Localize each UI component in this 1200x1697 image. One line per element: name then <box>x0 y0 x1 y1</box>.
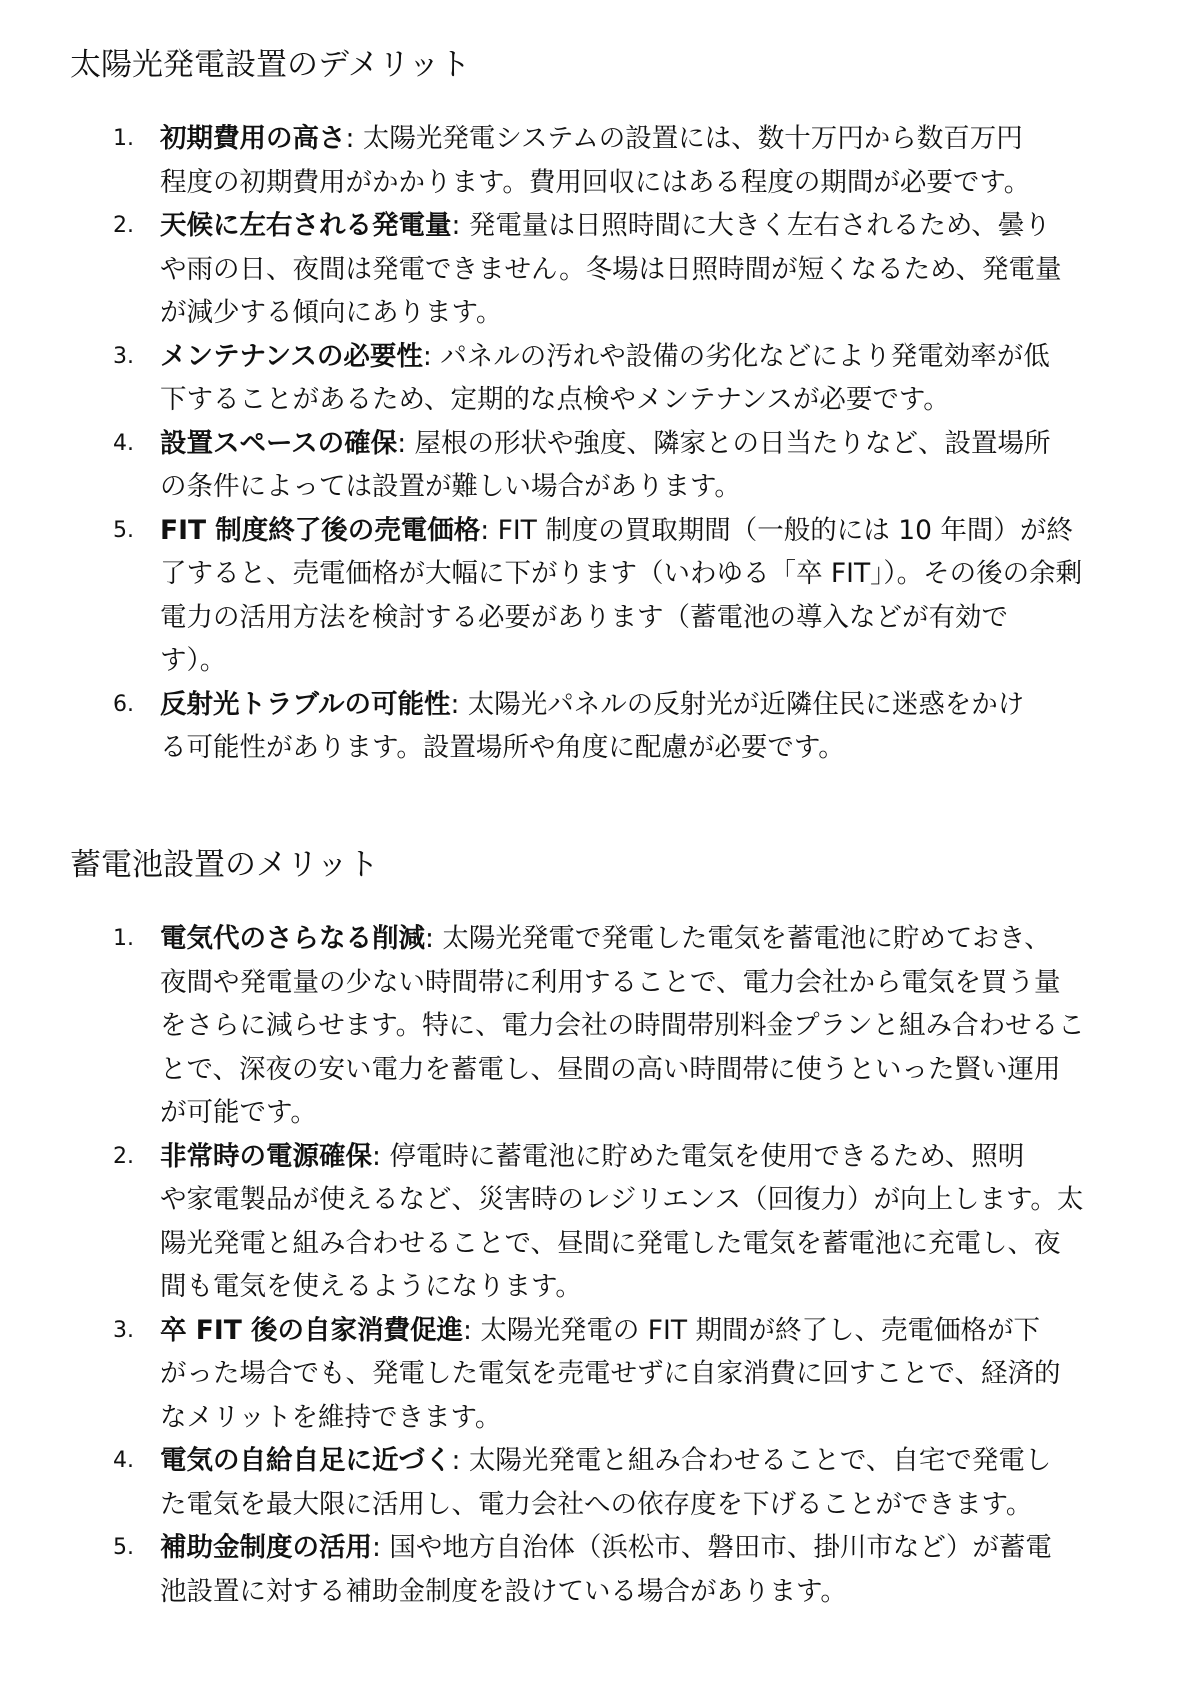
item-number: 2. <box>113 1143 134 1169</box>
item-number: 3. <box>113 1317 134 1343</box>
item-text-line: : 太陽光パネルの反射光が近隣住民に迷惑をかけ <box>450 688 1025 720</box>
item-text-line: 電力の活用方法を検討する必要があります（蓄電池の導入などが有効で <box>160 601 1008 633</box>
item-number: 2. <box>113 213 134 238</box>
item-text-line: の条件によっては設置が難しい場合があります。 <box>160 471 741 502</box>
item-text-line: をさらに減らせます。特に、電力会社の時間帯別料金プランと組み合わせるこ <box>160 1010 1085 1041</box>
item-number: 1. <box>113 926 134 951</box>
item-text-line: 程度の初期費用がかかります。費用回収にはある程度の期間が必要です。 <box>160 166 1031 198</box>
list-item <box>0 422 1200 509</box>
item-term: 天候に左右される発電量 <box>160 210 452 241</box>
list-item <box>0 917 1200 1135</box>
section-heading: 蓄電池設置のメリット <box>70 847 379 883</box>
item-text-line: や雨の日、夜間は発電できません。冬場は日照時間が短くなるため、発電量 <box>160 253 1062 285</box>
item-text-line: : FIT 制度の買取期間（一般的には 10 年間）が終 <box>480 514 1073 546</box>
item-text-line: た電気を最大限に活用し、電力会社への依存度を下げることができます。 <box>160 1488 1033 1520</box>
list-item <box>0 1526 1200 1613</box>
item-text-line: 陽光発電と組み合わせることで、昼間に発電した電気を蓄電池に充電し、夜 <box>160 1227 1061 1259</box>
item-number: 5. <box>113 1535 134 1560</box>
list-item <box>0 1135 1200 1309</box>
item-text-line: : 屋根の形状や強度、隣家との日当たりなど、設置場所 <box>397 427 1051 459</box>
item-term: 卒 FIT 後の自家消費促進 <box>160 1314 463 1346</box>
item-text-line: : 発電量は日照時間に大きく左右されるため、曇り <box>451 210 1051 241</box>
item-text-line: が減少する傾向にあります。 <box>160 297 503 328</box>
item-text-line: なメリットを維持できます。 <box>160 1401 502 1433</box>
item-text-line: : 国や地方自治体（浜松市、磐田市、掛川市など）が蓄電 <box>372 1532 1052 1563</box>
item-text-line: 池設置に対する補助金制度を設けている場合があります。 <box>160 1575 847 1607</box>
item-number: 4. <box>113 430 134 456</box>
item-text-line: 下することがあるため、定期的な点検やメンテナンスが必要です。 <box>160 384 950 415</box>
item-text-line: 夜間や発電量の少ない時間帯に利用することで、電力会社から電気を買う量 <box>160 966 1061 998</box>
section-heading: 太陽光発電設置のデメリット <box>70 47 471 83</box>
list-item <box>0 1439 1200 1526</box>
item-text-line: : 太陽光発電システムの設置には、数十万円から数百万円 <box>345 123 1023 154</box>
list-item <box>0 1309 1200 1440</box>
item-text-line: : 太陽光発電と組み合わせることで、自宅で発電し <box>451 1445 1052 1476</box>
item-term: 反射光トラブルの可能性 <box>160 688 451 720</box>
battery-merits-list <box>0 917 1200 1613</box>
item-number: 6. <box>113 691 134 717</box>
item-text-line: す）。 <box>160 645 227 676</box>
item-term: 電気代のさらなる削減 <box>160 923 425 954</box>
item-text-line: : パネルの汚れや設備の劣化などにより発電効率が低 <box>422 340 1050 372</box>
item-text-line: 了すると、売電価格が大幅に下がります（いわゆる「卒 FIT」）。その後の余剰 <box>160 558 1083 589</box>
item-number: 1. <box>113 126 134 151</box>
item-term: 初期費用の高さ <box>160 123 346 154</box>
list-item <box>0 117 1200 204</box>
item-term: FIT 制度終了後の売電価格 <box>160 514 481 546</box>
item-number: 5. <box>113 517 134 543</box>
item-number: 4. <box>113 1448 134 1473</box>
solar-demerits-list <box>0 117 1200 770</box>
item-term: 電気の自給自足に近づく <box>160 1445 452 1476</box>
item-text-line: が可能です。 <box>160 1097 317 1128</box>
item-text-line: : 太陽光発電で発電した電気を蓄電池に貯めておき、 <box>425 923 1051 954</box>
list-item <box>0 335 1200 422</box>
list-item <box>0 683 1200 770</box>
item-text-line: とで、深夜の安い電力を蓄電し、昼間の高い時間帯に使うといった賢い運用 <box>160 1053 1061 1085</box>
item-term: 非常時の電源確保 <box>160 1140 372 1172</box>
item-text-line: 間も電気を使えるようになります。 <box>160 1271 582 1302</box>
list-item <box>0 509 1200 683</box>
item-text-line: や家電製品が使えるなど、災害時のレジリエンス（回復力）が向上します。太 <box>160 1184 1084 1215</box>
item-term: 補助金制度の活用 <box>160 1532 372 1563</box>
list-item <box>0 204 1200 335</box>
item-number: 3. <box>113 343 134 369</box>
item-text-line: : 停電時に蓄電池に貯めた電気を使用できるため、照明 <box>372 1140 1025 1172</box>
item-text-line: る可能性があります。設置場所や角度に配慮が必要です。 <box>160 732 845 763</box>
item-term: 設置スペースの確保 <box>160 427 398 459</box>
item-term: メンテナンスの必要性 <box>160 340 423 372</box>
item-text-line: がった場合でも、発電した電気を売電せずに自家消費に回すことで、経済的 <box>160 1358 1061 1389</box>
item-text-line: : 太陽光発電の FIT 期間が終了し、売電価格が下 <box>463 1314 1040 1346</box>
